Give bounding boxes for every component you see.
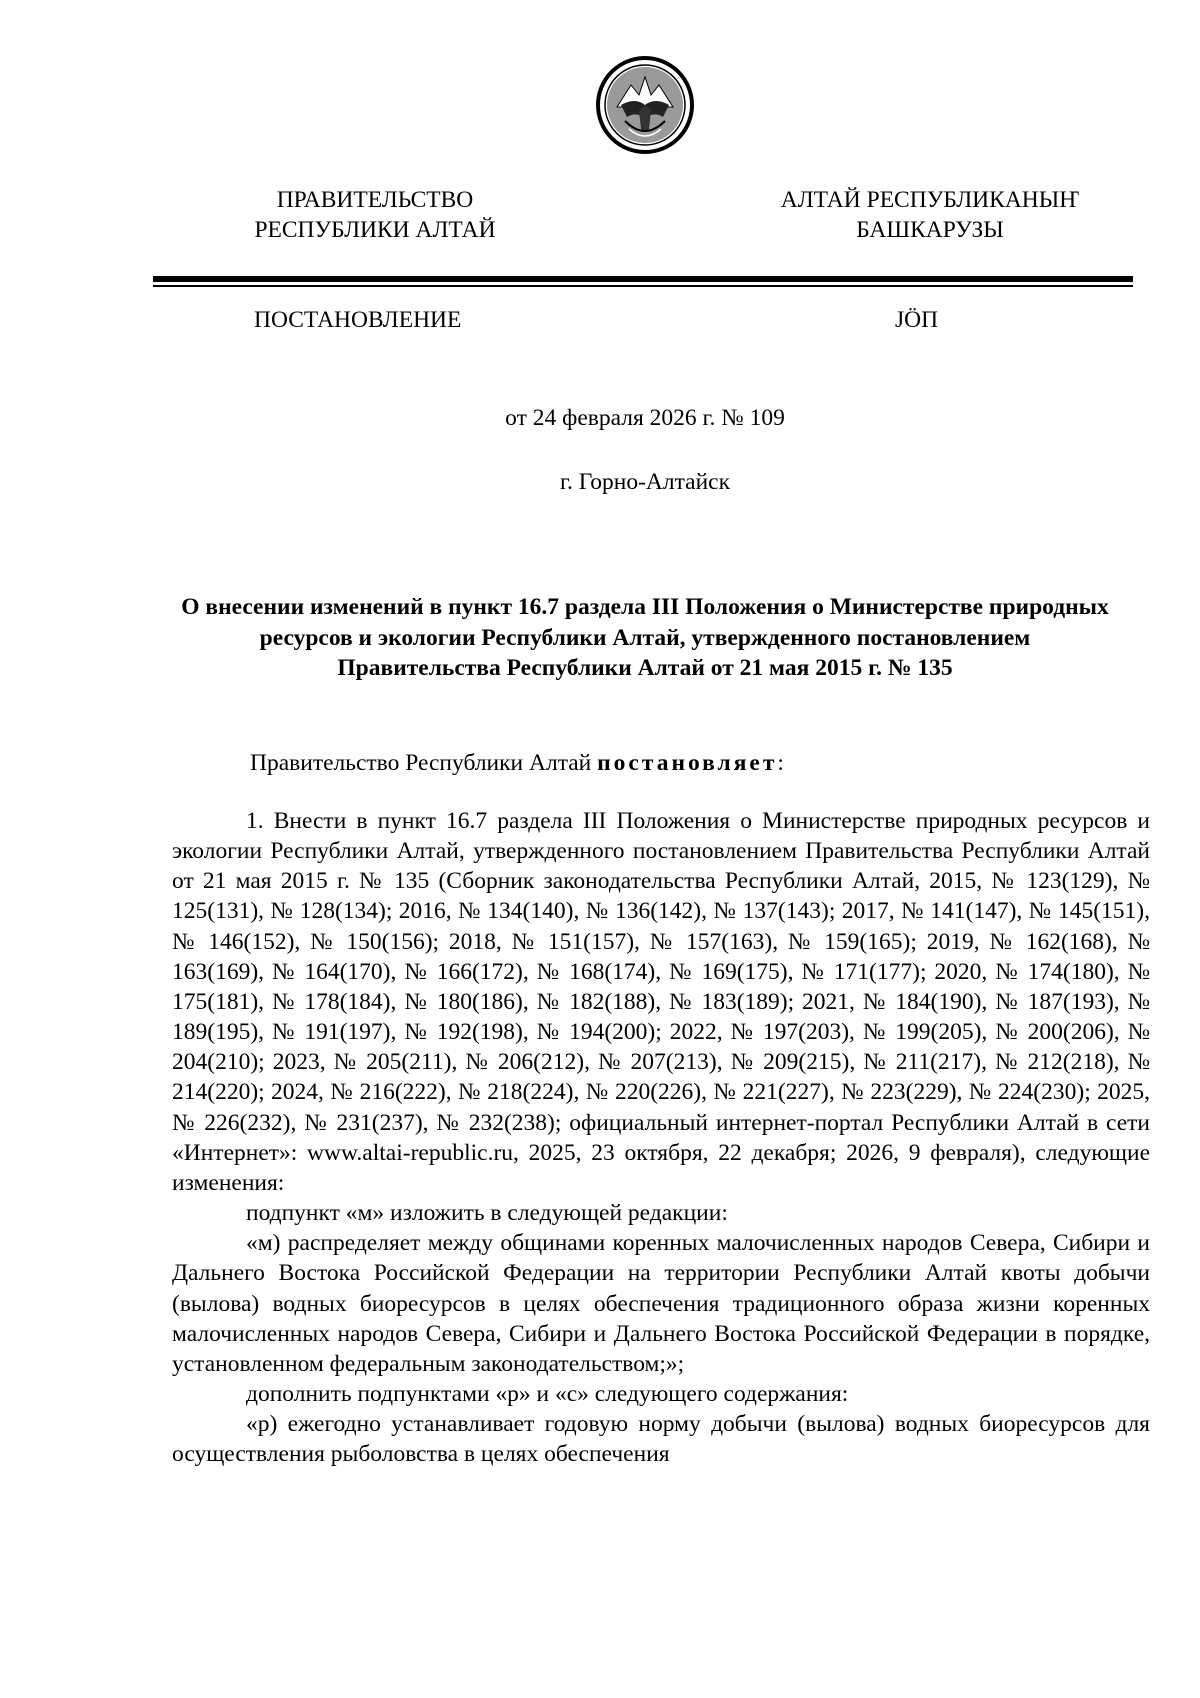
paragraph-subpoint-r-text: «р) ежегодно устанавливает годовую норму добычи (вылова) водных биоресурсов для осуществления рыболовства в целях обеспечения <box>172 1411 1150 1468</box>
organization-name-russian <box>230 185 520 245</box>
paragraph-item-1: 1. Внести в пункт 16.7 раздела III Положения о Министерстве природных ресурсов и экологии Республики Алтай, утвержденного постановлением Правительства Республики Алтай от 21 мая 2015 г. № 135 (Сборник законодательства Республики Алтай, 2015, № 123(129), № 125(131), № 128(134); 2016, № 134(140), № 136(142), № 137(143); 2017, № 141(147), № 145(151), № 146(152), № 150(156); 2018, № 151(157), № 157(163), № 159(165); 2019, № 162(168), № 163(169), № 164(170), № 166(172), № 168(174), № 169(175), № 171(177); 2020, № 174(180), № 175(181), № 178(184), № 180(186), № 182(188), № 183(189); 2021, № 184(190), № 187(193), № 189(195), № 191(197), № 192(198), № 194(200); 2022, № 197(203), № 199(205), № 200(206), № 204(210); 2023, № 205(211), № 206(212), № 207(213), № 209(215), № 211(217), № 212(218), № 214(220); 2024, № 216(222), № 218(224), № 220(226), № 221(227), № 223(229), № 224(230); 2025, № 226(232), № 231(237), № 232(238); официальный интернет-портал Республики Алтай в сети «Интернет»: www.altai-republic.ru, 2025, 23 октября, 22 декабря; 2026, 9 февраля), следующие изменения: <box>172 808 1150 1196</box>
document-type-altai: ЈӦП <box>895 307 939 333</box>
coat-of-arms-icon <box>595 55 695 155</box>
paragraph-subpoint-m-intro: подпункт «м» изложить в следующей редакции: <box>246 1200 728 1227</box>
org-line: ПРАВИТЕЛЬСТВО <box>276 187 474 213</box>
decree-verb: постановляет <box>597 750 778 776</box>
document-type-russian: ПОСТАНОВЛЕНИЕ <box>254 307 462 333</box>
document-body <box>172 806 1150 1469</box>
paragraph-subpoint-m-text: «м) распределяет между общинами коренных малочисленных народов Севера, Сибири и Дальнего Востока Российской Федерации на территории Республики Алтай квоты добычи (вылова) водных биоресурсов в целях обеспечения традиционного образа жизни коренных малочисленных народов Севера, Сибири и Дальнего Востока Российской Федерации в порядке, установленном федеральным законодательством;»; <box>172 1230 1150 1377</box>
decree-statement <box>250 748 784 778</box>
title-line: О внесении изменений в пункт 16.7 раздела III Положения о Министерстве природных <box>181 594 1109 620</box>
org-line: РЕСПУБЛИКИ АЛТАЙ <box>254 217 496 243</box>
document-city: г. Горно-Алтайск <box>559 469 731 495</box>
org-line: БАШКАРУЗЫ <box>856 217 1004 243</box>
decree-suffix: : <box>777 750 784 776</box>
document-title <box>140 592 1150 684</box>
header-divider-thin <box>153 285 1133 287</box>
header-divider-thick <box>153 276 1133 282</box>
paragraph-subpoints-r-s-intro: дополнить подпунктами «р» и «с» следующего содержания: <box>246 1380 849 1407</box>
document-date-number: от 24 февраля 2026 г. № 109 <box>505 405 785 431</box>
organization-name-altai <box>770 185 1090 245</box>
title-line: ресурсов и экологии Республики Алтай, утвержденного постановлением <box>259 624 1031 651</box>
title-line: Правительства Республики Алтай от 21 мая 2015 г. № 135 <box>337 655 953 681</box>
org-line: АЛТАЙ РЕСПУБЛИКАНЫҤ <box>780 187 1080 213</box>
decree-prefix: Правительство Республики Алтай <box>250 750 598 776</box>
